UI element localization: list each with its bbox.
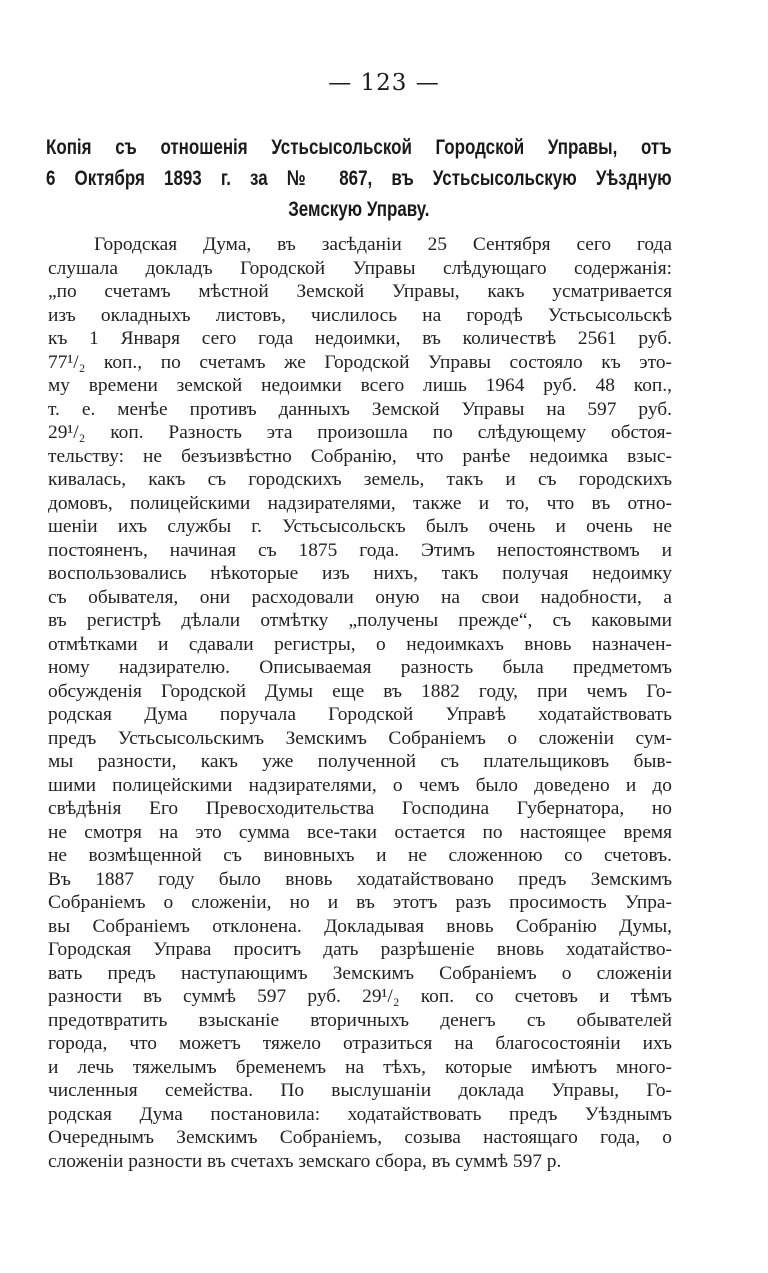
text-line: постояненъ, начиная съ 1875 года. Этимъ непостоянствомъ и: [48, 539, 672, 561]
text-line: къ 1 Января сего года недоимки, въ количествѣ 2561 руб.: [48, 328, 672, 349]
text-line: вать предъ наступающимъ Земскимъ Собраніемъ о сложеніи: [48, 962, 672, 984]
text-line: воспользовались нѣкоторые изъ нихъ, такъ получая недоимку: [48, 563, 672, 584]
page-number: — 123 —: [328, 70, 440, 96]
text-line: му времени земской недоимки всего лишь 1964 руб. 48 коп.,: [48, 375, 672, 396]
document-heading: [46, 132, 672, 225]
text-line: родская Дума постановила: ходатайствовать предъ Уѣзднымъ: [48, 1103, 672, 1125]
text-line: слушала докладъ Городской Управы слѣдующаго содержанія:: [48, 257, 672, 279]
text-line: свѣдѣнія Его Превосходительства Господина Губернатора, но: [48, 798, 672, 819]
heading-line: Копія съ отношенія Устьсысольской Городской Управы, отъ: [46, 136, 672, 159]
text-line: предотвратить взысканіе вторичныхъ денегъ съ обывателей: [48, 1009, 672, 1031]
text-line: „по счетамъ мѣстной Земской Управы, какъ усматривается: [48, 281, 672, 302]
text-line: Городская Дума, въ засѣданіи 25 Сентября сего года: [94, 234, 672, 255]
text-line: въ регистрѣ дѣлали отмѣтку „получены прежде“, съ каковыми: [48, 610, 672, 631]
text-line: предъ Устьсысольскимъ Земскимъ Собраніемъ о сложеніи сум-: [48, 727, 672, 749]
text-line: домовъ, полицейскими надзирателями, также и то, что въ отно-: [48, 492, 672, 514]
text-line: сложеніи разности въ счетахъ земскаго сбора, въ суммѣ 597 р.: [48, 1150, 562, 1172]
text-line: тельству: не безъизвѣстно Собранію, что ранѣе недоимка взыс-: [48, 445, 672, 467]
text-line: не смотря на это сумма все-таки остается по настоящее время: [48, 821, 672, 843]
text-line: 29¹/₂ коп. Разность эта произошла по слѣдующему обстоя-: [48, 422, 672, 443]
text-line: ному надзирателю. Описываемая разность была предметомъ: [48, 657, 672, 678]
text-line: обсужденія Городской Думы еще въ 1882 году, при чемъ Го-: [48, 680, 672, 702]
text-line: т. е. менѣе противъ данныхъ Земской Управы на 597 руб.: [48, 398, 672, 420]
text-line: численныя семейства. По выслушаніи доклада Управы, Го-: [48, 1080, 672, 1101]
text-line: шими полицейскими надзирателями, о чемъ было доведено и до: [48, 774, 672, 796]
text-line: города, что можетъ тяжело отразиться на благосостояніи ихъ: [48, 1033, 672, 1054]
text-line: вы Собраніемъ отклонена. Докладывая вновь Собранію Думы,: [48, 915, 672, 937]
text-line: шеніи ихъ службы г. Устьсысольскъ былъ очень и очень не: [48, 516, 672, 537]
text-line: Собраніемъ о сложеніи, но и въ этотъ разъ просимость Упра-: [48, 892, 672, 913]
text-line: Городская Управа проситъ дать разрѣшеніе вновь ходатайство-: [48, 939, 672, 960]
text-line: мы разности, какъ уже полученной съ плательщиковъ быв-: [48, 751, 672, 772]
heading-line: 6 Октября 1893 г. за № 867, въ Устьсысольскую Уѣздную: [46, 167, 672, 190]
text-line: Въ 1887 году было вновь ходатайствовано предъ Земскимъ: [48, 868, 672, 890]
text-line: разности въ суммѣ 597 руб. 29¹/₂ коп. со счетовъ и тѣмъ: [48, 986, 672, 1007]
text-line: и лечь тяжелымъ бременемъ на тѣхъ, которые имѣютъ много-: [48, 1056, 672, 1078]
text-line: родская Дума поручала Городской Управѣ ходатайствовать: [48, 704, 672, 725]
text-line: Очереднымъ Земскимъ Собраніемъ, созыва настоящаго года, о: [48, 1127, 672, 1148]
body-paragraph: [48, 233, 672, 1173]
text-line: не возмѣщенной съ виновныхъ и не сложенною со счетовъ.: [48, 845, 672, 866]
text-line: 77¹/₂ коп., по счетамъ же Городской Управы состояло къ это-: [48, 351, 672, 373]
text-line: съ обывателя, они расходовали оную на свои надобности, а: [48, 586, 672, 608]
text-line: изъ окладныхъ листовъ, числилось на городѣ Устьсысольскѣ: [48, 304, 672, 326]
text-line: кивалась, какъ съ городскихъ земель, такъ и съ городскихъ: [48, 469, 672, 490]
text-line: отмѣтками и сдавали регистры, о недоимкахъ вновь назначен-: [48, 633, 672, 655]
heading-line: Земскую Управу.: [288, 198, 430, 221]
